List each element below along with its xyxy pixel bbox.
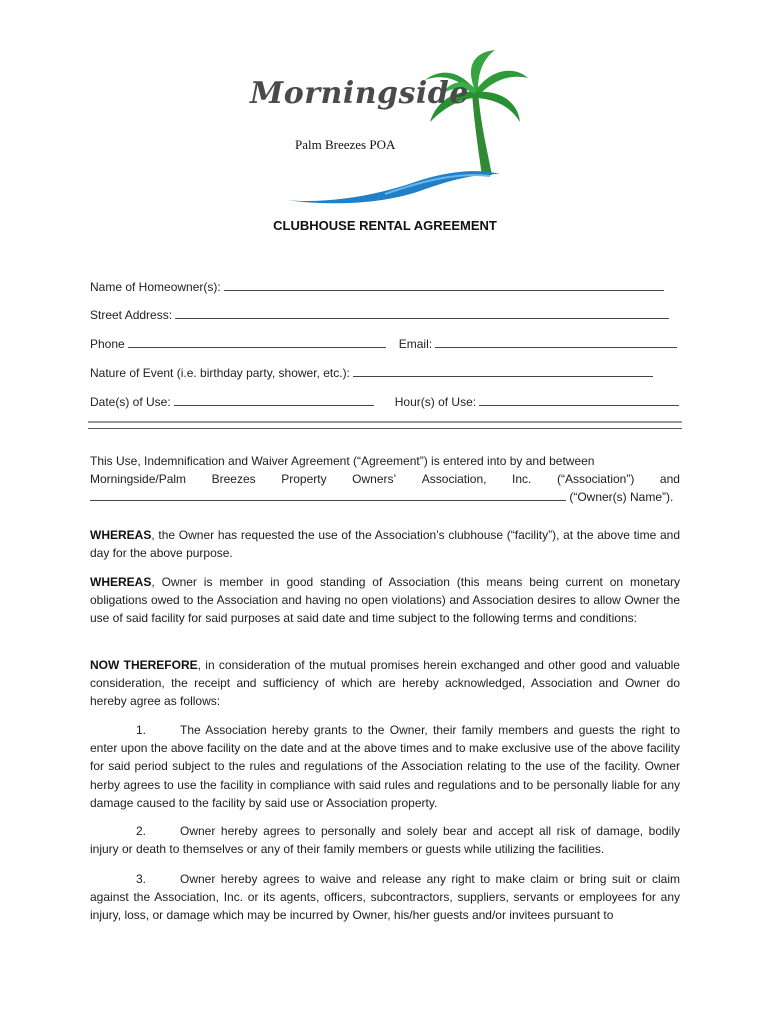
hours-blank[interactable] xyxy=(479,393,679,406)
email-blank[interactable] xyxy=(435,335,677,348)
owner-name-suffix: (“Owner(s) Name”). xyxy=(569,490,674,505)
wave-icon xyxy=(285,160,505,205)
owner-name-blank[interactable] xyxy=(90,489,566,501)
nature-field xyxy=(90,364,680,380)
logo-subtitle: Palm Breezes POA xyxy=(295,137,396,152)
street-field xyxy=(90,306,680,322)
homeowner-field xyxy=(90,278,680,294)
intro-line-3 xyxy=(90,488,680,506)
clause-text: The Association hereby grants to the Owner, their family members and guests the right to enter upon the above facility on the date and at the above times and to make exclusive use of the above facility for said period subject to the rules and regulations of the Association relating to the use of the facility. Owner herby agrees to use the facility in compliance with said rules and regulations and to be personally liable for any damage caused to the facility by said use or Association property. xyxy=(90,723,680,810)
intro-paragraph xyxy=(90,452,680,507)
now-therefore-lead: NOW THEREFORE xyxy=(90,658,198,672)
dates-hours-field xyxy=(90,393,680,409)
email-label: Email: xyxy=(398,337,433,351)
street-blank[interactable] xyxy=(175,306,669,319)
intro-line-1: This Use, Indemnification and Waiver Agreement (“Agreement”) is entered into by and between xyxy=(90,454,595,468)
homeowner-label: Name of Homeowner(s): xyxy=(90,280,221,294)
hours-label: Hour(s) of Use: xyxy=(394,395,477,409)
clause-number: 1. xyxy=(136,723,147,737)
dates-label: Date(s) of Use: xyxy=(90,395,171,409)
phone-email-field xyxy=(90,335,680,351)
clause-text: Owner hereby agrees to waive and release any right to make claim or bring suit or claim against the Association, Inc. or its agents, officers, subcontractors, suppliers, servants or employees for any injury, loss, or damage which may be incurred by Owner, his/her guests and/or invitees pursuant to xyxy=(90,872,680,923)
now-therefore-text: , in consideration of the mutual promises herein exchanged and other good and valuable consideration, the receipt and sufficiency of which are hereby acknowledged, Association and Owner do hereby agree as follows: xyxy=(90,658,680,709)
street-label: Street Address: xyxy=(90,308,173,322)
phone-label: Phone xyxy=(90,337,125,351)
whereas-paragraph-2 xyxy=(90,573,680,628)
nature-label: Nature of Event (i.e. birthday party, shower, etc.): xyxy=(90,366,350,380)
logo-name: Morningside xyxy=(250,76,469,111)
clause-1 xyxy=(90,721,680,812)
phone-blank[interactable] xyxy=(128,335,386,348)
clause-number: 2. xyxy=(136,824,147,838)
now-therefore-paragraph xyxy=(90,656,680,711)
whereas-lead: WHEREAS xyxy=(90,575,152,589)
nature-blank[interactable] xyxy=(353,364,653,377)
homeowner-blank[interactable] xyxy=(224,278,664,291)
whereas-text: , Owner is member in good standing of Association (this means being current on monetary obligations owed to the Association and having no open violations) and Association desires to allow Owner the use of said facility for said purposes at said date and time subject to the following terms and conditions: xyxy=(90,575,680,626)
clause-number: 3. xyxy=(136,872,147,886)
dates-blank[interactable] xyxy=(174,393,374,406)
whereas-lead: WHEREAS xyxy=(90,528,152,542)
intro-line-2: Morningside/Palm Breezes Property Owners’ Association, Inc. (“Association”) and xyxy=(90,472,680,487)
clause-2 xyxy=(90,822,680,858)
clause-text: Owner hereby agrees to personally and solely bear and accept all risk of damage, bodily injury or death to themselves or any of their family members or guests while utilizing the facilities. xyxy=(90,824,680,857)
clause-3 xyxy=(90,870,680,925)
whereas-paragraph-1 xyxy=(90,526,680,562)
section-divider xyxy=(88,421,682,429)
whereas-text: , the Owner has requested the use of the Association’s clubhouse (“facility”), at the above time and day for the above purpose. xyxy=(90,528,680,561)
document-title: CLUBHOUSE RENTAL AGREEMENT xyxy=(273,218,497,233)
logo xyxy=(240,40,540,190)
